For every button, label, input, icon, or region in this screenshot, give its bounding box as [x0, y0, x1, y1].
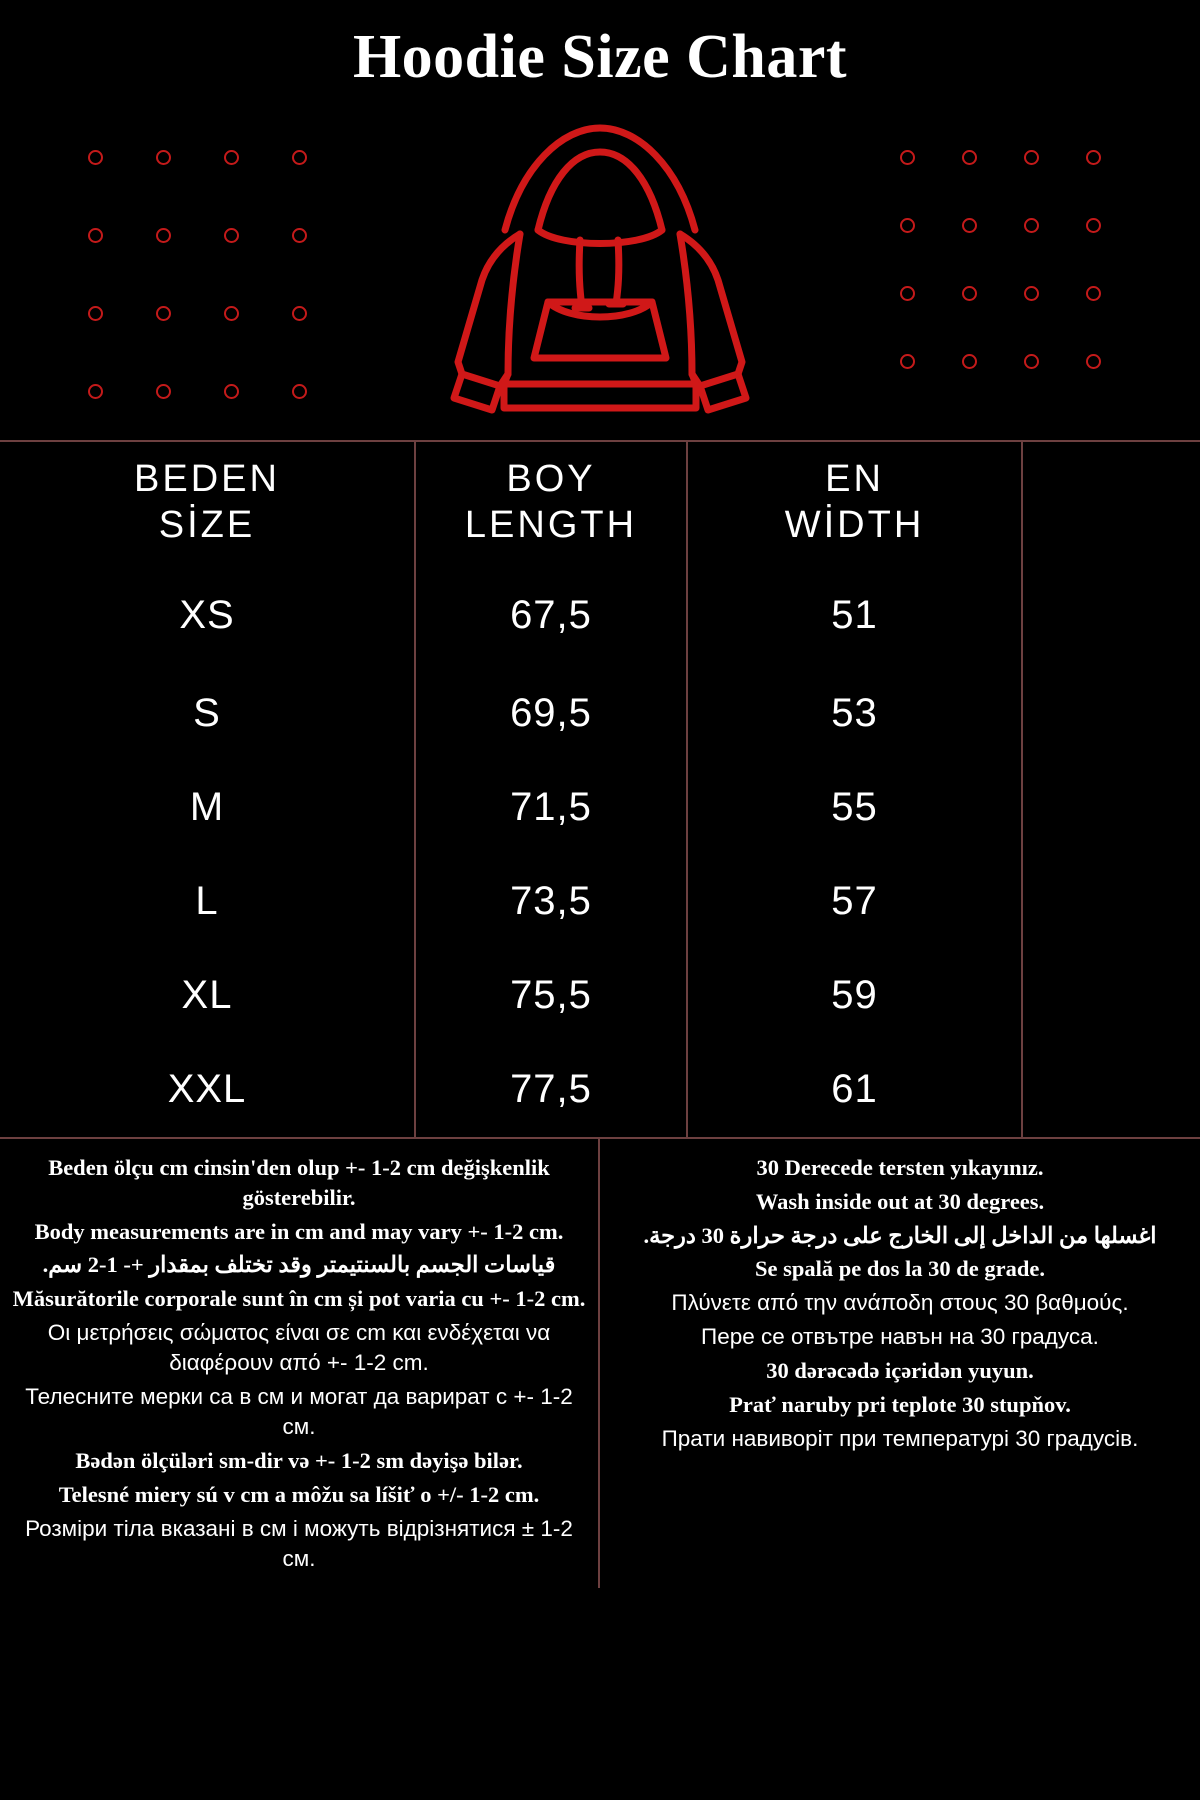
cell-size: XL	[0, 949, 415, 1043]
measurement-notes	[0, 1139, 600, 1588]
dot	[952, 140, 986, 174]
cell-width: 51	[687, 565, 1022, 667]
note-line: Bədən ölçüləri sm-dir və +- 1-2 sm dəyişə bilər.	[75, 1448, 523, 1474]
table-row	[0, 949, 1200, 1043]
dot	[952, 344, 986, 378]
note-line: Wash inside out at 30 degrees.	[755, 1188, 1045, 1214]
cell-length: 77,5	[415, 1043, 687, 1137]
table-body	[0, 565, 1200, 1137]
cell-size: S	[0, 667, 415, 761]
note-line: اغسلها من الداخل إلى الخارج على درجة حرارة 30 درجة.	[643, 1222, 1157, 1248]
cell-size: XXL	[0, 1043, 415, 1137]
dot	[282, 374, 316, 408]
cell-length: 67,5	[415, 565, 687, 667]
note-line: Se spală pe dos la 30 de grade.	[754, 1256, 1046, 1282]
dot	[146, 218, 180, 252]
note-line: 30 Derecede tersten yıkayınız.	[756, 1154, 1044, 1180]
note-line: قياسات الجسم بالسنتيمتر وقد تختلف بمقدار +- 1-2 سم.	[42, 1252, 556, 1278]
cell-width: 61	[687, 1043, 1022, 1137]
dot	[1014, 344, 1048, 378]
dot	[146, 140, 180, 174]
note-line: Telesné miery sú v cm a môžu sa líšiť o +/- 1-2 cm.	[58, 1481, 540, 1507]
care-notes	[600, 1139, 1200, 1588]
cell-extra	[1022, 761, 1200, 855]
dot	[1076, 140, 1110, 174]
dot	[890, 276, 924, 310]
dot	[890, 140, 924, 174]
column-header-size: BEDEN SİZE	[0, 442, 415, 565]
dot	[890, 344, 924, 378]
table-header	[0, 442, 1200, 565]
cell-extra	[1022, 949, 1200, 1043]
note-line: 30 dərəcədə içəridən yuyun.	[766, 1358, 1034, 1384]
cell-length: 75,5	[415, 949, 687, 1043]
dot	[1076, 276, 1110, 310]
dot	[78, 374, 112, 408]
cell-length: 73,5	[415, 855, 687, 949]
cell-size: XS	[0, 565, 415, 667]
table-header-row	[0, 442, 1200, 565]
column-header-extra	[1022, 442, 1200, 565]
dot	[282, 296, 316, 330]
note-line: Body measurements are in cm and may vary +- 1-2 cm.	[34, 1218, 564, 1244]
dot	[214, 296, 248, 330]
note-line: Розміри тіла вказані в см і можуть відрізнятися ± 1-2 см.	[25, 1515, 573, 1571]
note-line: Măsurătorile corporale sunt în cm și pot varia cu +- 1-2 cm.	[12, 1286, 586, 1312]
cell-extra	[1022, 855, 1200, 949]
dot	[282, 218, 316, 252]
dot	[952, 208, 986, 242]
dot	[146, 296, 180, 330]
dot	[1014, 140, 1048, 174]
note-line: Телесните мерки са в см и могат да варират с +- 1-2 см.	[25, 1384, 573, 1440]
dot	[890, 208, 924, 242]
cell-extra	[1022, 565, 1200, 667]
column-header-width: EN WİDTH	[687, 442, 1022, 565]
note-line: Пере се отвътре навън на 30 градуса.	[701, 1324, 1099, 1350]
table-row	[0, 761, 1200, 855]
dot	[214, 374, 248, 408]
dot	[1076, 208, 1110, 242]
dot	[214, 140, 248, 174]
cell-width: 53	[687, 667, 1022, 761]
note-line: Prať naruby pri teplote 30 stupňov.	[729, 1392, 1071, 1418]
page-title: Hoodie Size Chart	[352, 23, 848, 91]
table-row	[0, 1043, 1200, 1137]
cell-width: 57	[687, 855, 1022, 949]
notes-section	[0, 1139, 1200, 1588]
cell-length: 69,5	[415, 667, 687, 761]
cell-extra	[1022, 1043, 1200, 1137]
dot-grid-right	[890, 140, 1138, 412]
dot	[1076, 344, 1110, 378]
size-table-wrap	[0, 440, 1200, 1139]
cell-width: 55	[687, 761, 1022, 855]
cell-length: 71,5	[415, 761, 687, 855]
dot	[282, 140, 316, 174]
dot	[214, 218, 248, 252]
cell-width: 59	[687, 949, 1022, 1043]
table-row	[0, 565, 1200, 667]
note-line: Πλύνετε από την ανάποδη στους 30 βαθμούς.	[671, 1290, 1129, 1316]
dot	[1014, 208, 1048, 242]
note-line: Beden ölçu cm cinsin'den olup +- 1-2 cm değişkenlik gösterebilir.	[48, 1154, 550, 1210]
cell-size: M	[0, 761, 415, 855]
dot	[146, 374, 180, 408]
dot	[78, 218, 112, 252]
hoodie-icon	[430, 112, 770, 422]
dot	[1014, 276, 1048, 310]
cell-size: L	[0, 855, 415, 949]
table-row	[0, 667, 1200, 761]
header	[0, 0, 1200, 440]
size-table	[0, 442, 1200, 1137]
note-line: Οι μετρήσεις σώματος είναι σε cm και ενδέχεται να διαφέρουν από +- 1-2 cm.	[47, 1320, 551, 1376]
note-line: Прати навиворіт при температурі 30 градусів.	[661, 1426, 1139, 1452]
table-row	[0, 855, 1200, 949]
dot	[78, 296, 112, 330]
column-header-length: BOY LENGTH	[415, 442, 687, 565]
dot-grid-left	[78, 140, 350, 452]
cell-extra	[1022, 667, 1200, 761]
dot	[952, 276, 986, 310]
dot	[78, 140, 112, 174]
